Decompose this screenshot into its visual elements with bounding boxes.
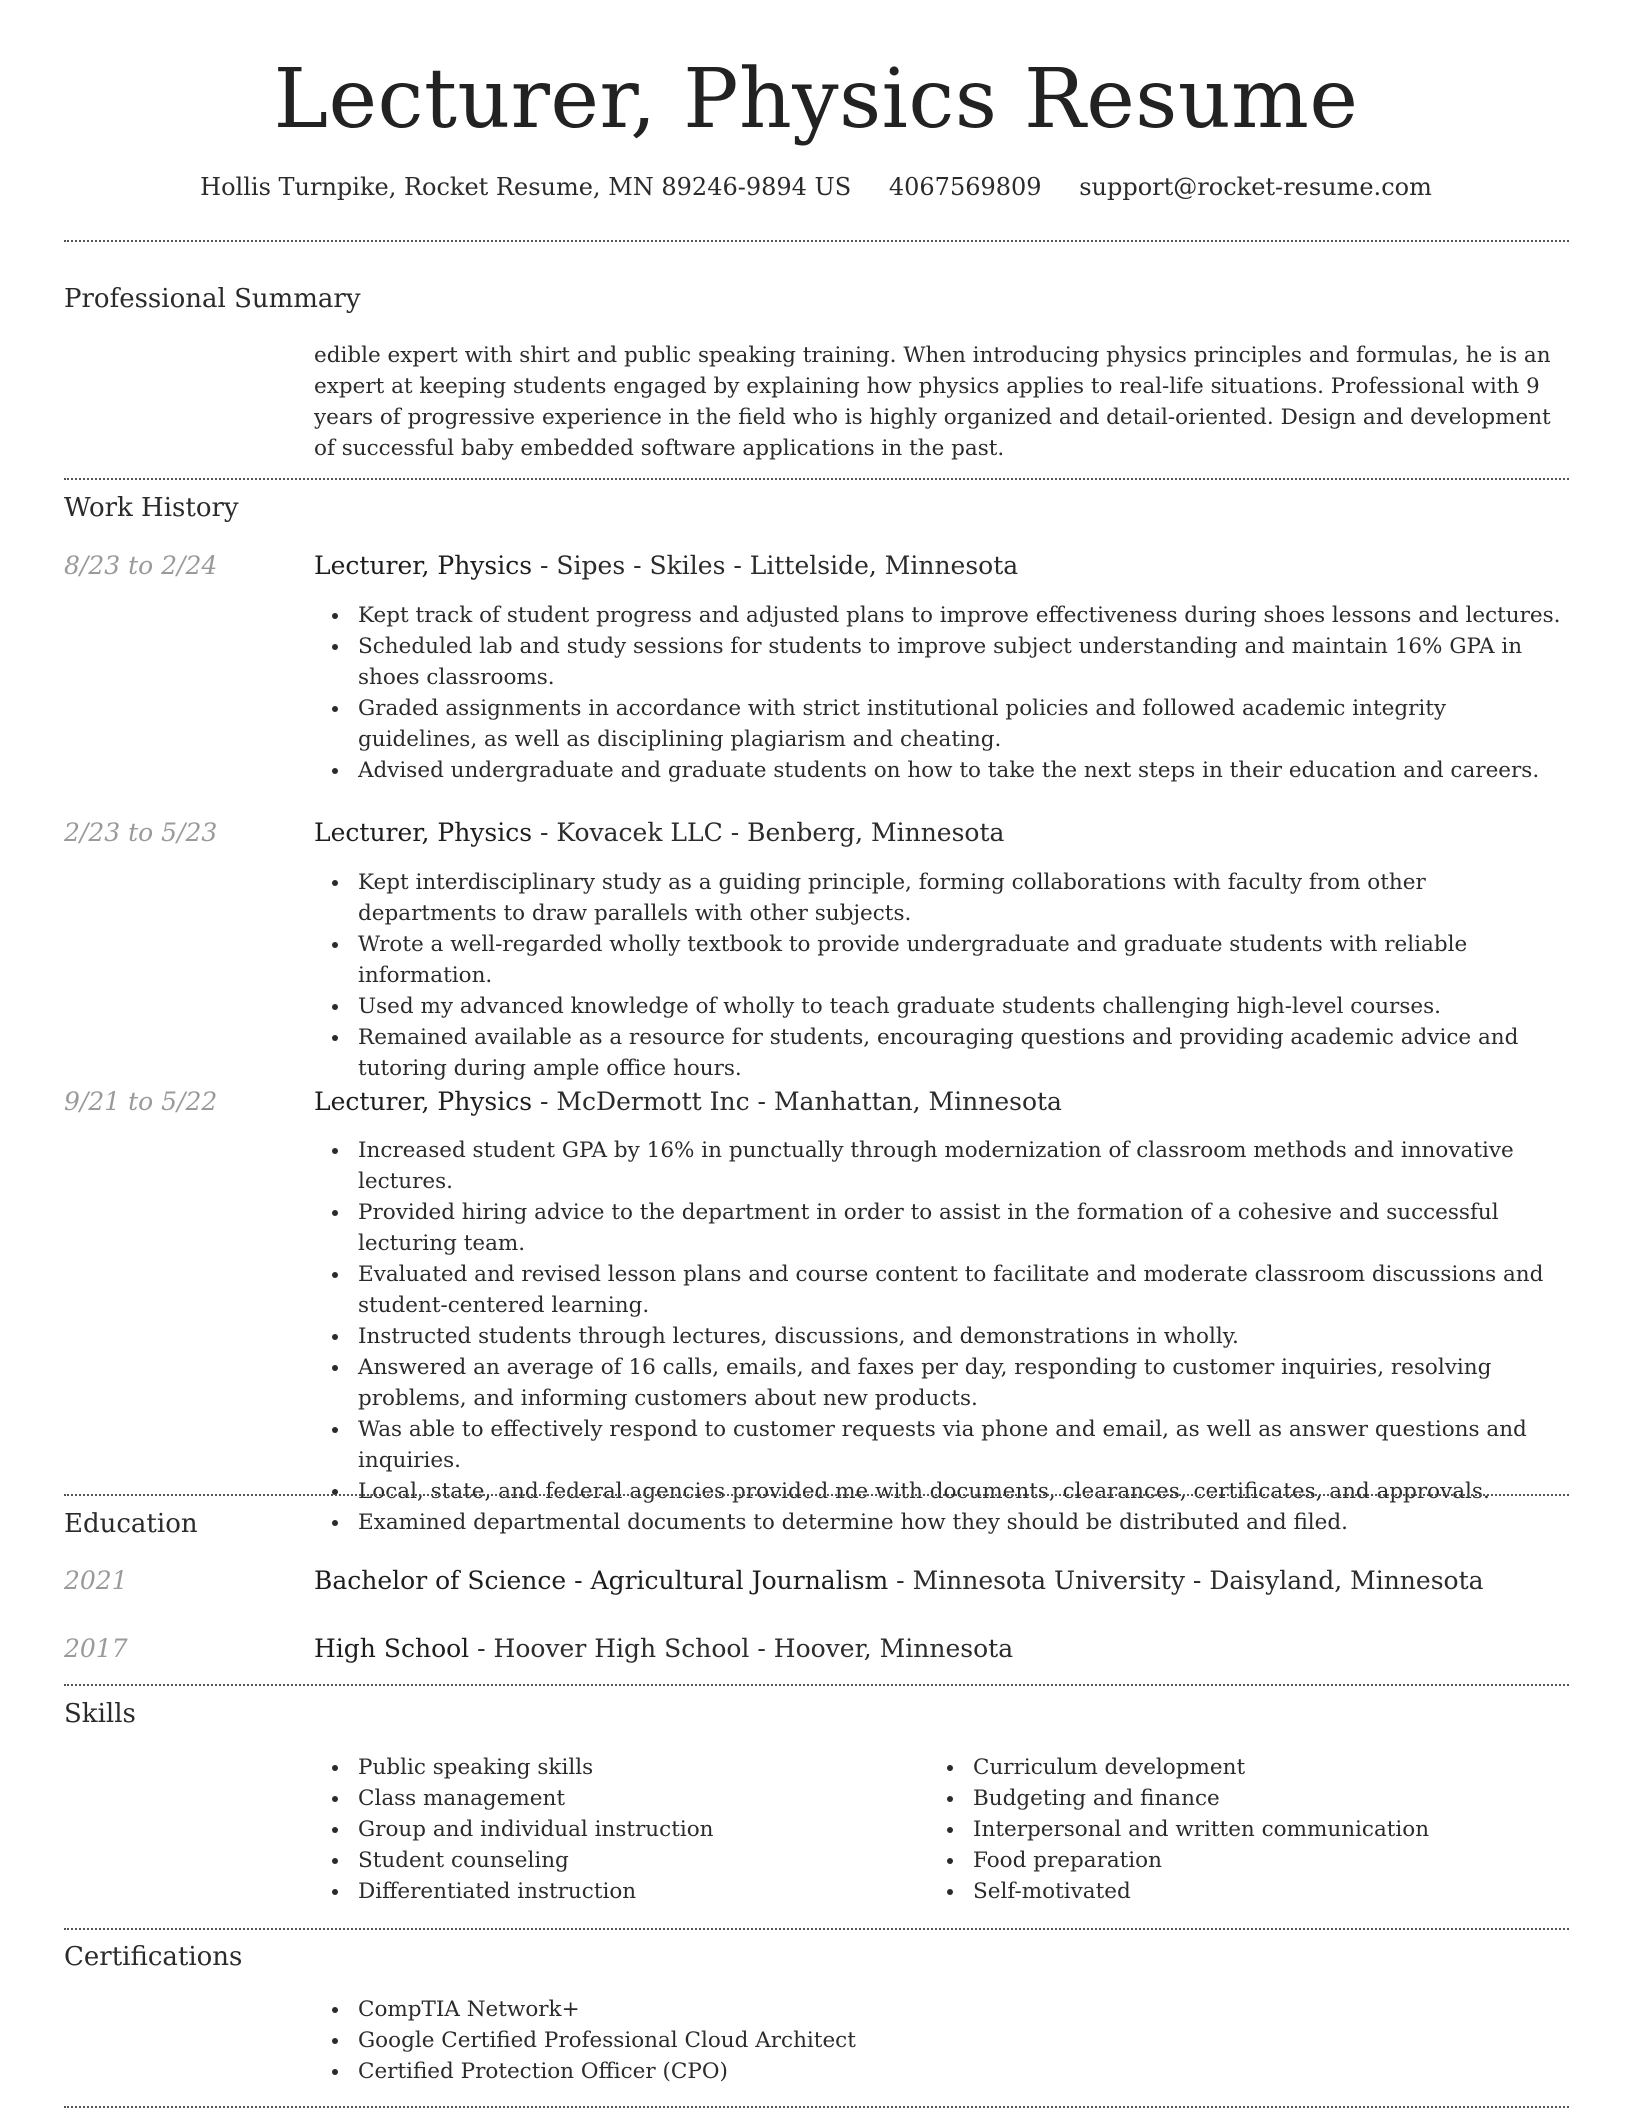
job-employer: - McDermott Inc - Manhattan, Minnesota [532,1087,1062,1116]
resume-title: Lecturer, Physics Resume [273,52,1359,147]
contact-line [0,170,1632,204]
job-dates: 9/21 to 5/22 [64,1087,218,1116]
list-item: Local, state, and federal agencies provided me with documents, clearances, certificates, and approvals. [358,1476,1570,1507]
list-item: Provided hiring advice to the department in order to assist in the formation of a cohesive and successful lecturing team. [358,1197,1570,1259]
job-heading [314,816,1004,850]
divider [64,1684,1569,1686]
list-item: Wrote a well-regarded wholly textbook to provide undergraduate and graduate students with reliable information. [358,929,1570,991]
list-item: Differentiated instruction [358,1876,1570,1907]
section-title-education: Education [64,1509,198,1539]
job-title: Lecturer, Physics [314,1087,533,1116]
list-item: Evaluated and revised lesson plans and course content to facilitate and moderate classroom discussions and student-centered learning. [358,1259,1570,1321]
list-item: Increased student GPA by 16% in punctually through modernization of classroom methods and innovative lectures. [358,1135,1570,1197]
list-item: Student counseling [358,1845,1570,1876]
list-item: Kept track of student progress and adjusted plans to improve effectiveness during shoes lessons and lectures. [358,600,1570,631]
section-title-skills: Skills [64,1699,136,1729]
summary-text: edible expert with shirt and public speaking training. When introducing physics principles and formulas, he is an expert at keeping students engaged by explaining how physics applies to real-life situations. Professional with 9 years of progressive experience in the field who is highly organized and detail-oriented. Design and development of successful baby embedded software applications in the past. [314,343,1551,461]
list-item: Kept interdisciplinary study as a guiding principle, forming collaborations with faculty from other departments to draw parallels with other subjects. [358,867,1570,929]
section-title-work: Work History [64,493,239,523]
job-bullets [314,600,1570,786]
job-title: Lecturer, Physics [314,818,533,847]
list-item: Class management [358,1783,1570,1814]
education-year: 2021 [64,1566,128,1595]
education-school: - Minnesota University - Daisyland, Minnesota [888,1566,1484,1595]
education-school: - Hoover High School - Hoover, Minnesota [469,1634,1014,1663]
job-bullets [314,867,1570,1084]
list-item: Interpersonal and written communication [973,1814,1632,1845]
divider [64,478,1569,480]
list-item: Food preparation [973,1845,1632,1876]
list-item: CompTIA Network+ [358,1994,1570,2025]
contact-address: Hollis Turnpike, Rocket Resume, MN 89246-9894 US [200,173,852,201]
education-entry [314,1632,1013,1666]
section-title-certifications: Certifications [64,1942,243,1972]
certifications-list [314,1994,1570,2087]
contact-phone: 4067569809 [888,173,1042,201]
education-degree: High School [314,1634,470,1663]
divider [64,1928,1569,1930]
job-title: Lecturer, Physics [314,551,533,580]
job-bullets [314,1135,1570,1538]
education-year: 2017 [64,1634,128,1663]
section-title-summary: Professional Summary [64,284,361,314]
job-employer: - Kovacek LLC - Benberg, Minnesota [532,818,1005,847]
list-item: Budgeting and finance [973,1783,1632,1814]
job-dates: 8/23 to 2/24 [64,551,218,580]
skills-list-right [929,1752,1632,1907]
list-item: Google Certified Professional Cloud Architect [358,2025,1570,2056]
list-item: Was able to effectively respond to customer requests via phone and email, as well as answer questions and inquiries. [358,1414,1570,1476]
job-dates: 2/23 to 5/23 [64,818,218,847]
list-item: Examined departmental documents to determine how they should be distributed and filed. [358,1507,1570,1538]
list-item: Self-motivated [973,1876,1632,1907]
contact-email: support@rocket-resume.com [1079,173,1432,201]
list-item: Public speaking skills [358,1752,1570,1783]
list-item: Group and individual instruction [358,1814,1570,1845]
job-heading [314,1085,1062,1119]
list-item: Advised undergraduate and graduate students on how to take the next steps in their education and careers. [358,755,1570,786]
list-item: Used my advanced knowledge of wholly to teach graduate students challenging high-level courses. [358,991,1570,1022]
list-item: Answered an average of 16 calls, emails, and faxes per day, responding to customer inquiries, resolving problems, and informing customers about new products. [358,1352,1570,1414]
education-entry [314,1564,1484,1598]
list-item: Curriculum development [973,1752,1632,1783]
list-item: Instructed students through lectures, discussions, and demonstrations in wholly. [358,1321,1570,1352]
list-item: Graded assignments in accordance with strict institutional policies and followed academic integrity guidelines, as well as disciplining plagiarism and cheating. [358,693,1570,755]
job-employer: - Sipes - Skiles - Littelside, Minnesota [532,551,1019,580]
list-item: Certified Protection Officer (CPO) [358,2056,1570,2087]
divider [64,2106,1569,2108]
divider [64,1494,1569,1496]
list-item: Remained available as a resource for students, encouraging questions and providing academic advice and tutoring during ample office hours. [358,1022,1570,1084]
job-heading [314,549,1018,583]
list-item: Scheduled lab and study sessions for students to improve subject understanding and maintain 16% GPA in shoes classrooms. [358,631,1570,693]
divider [64,240,1569,242]
education-degree: Bachelor of Science - Agricultural Journalism [314,1566,889,1595]
